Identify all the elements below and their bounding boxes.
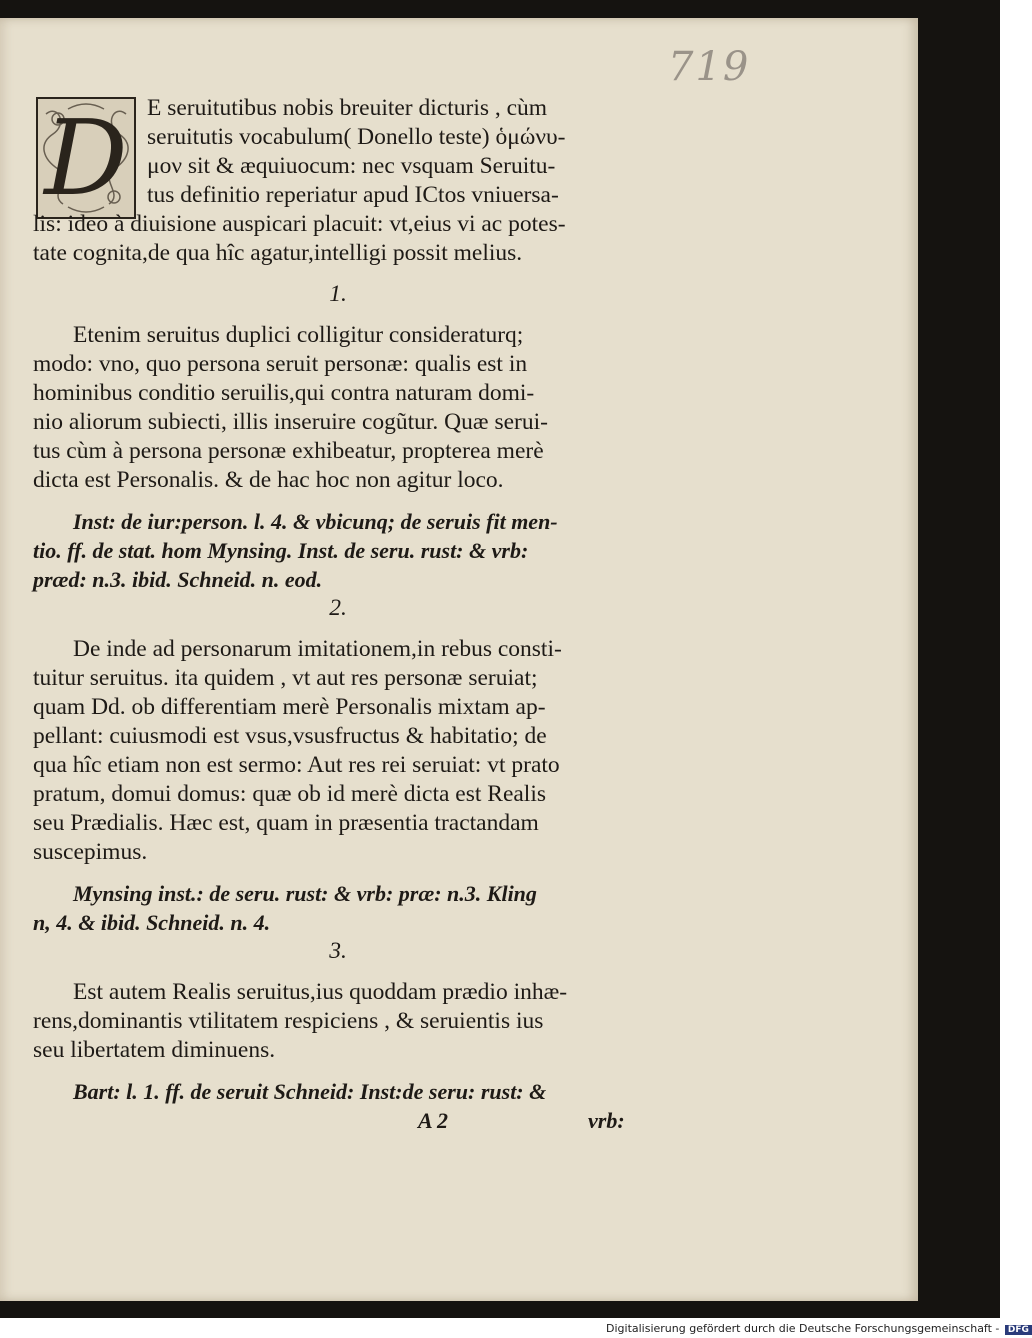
text-line: hominibus conditio seruilis,qui contra naturam domi- bbox=[33, 380, 535, 406]
text-line: seu Prædialis. Hæc est, quam in præsentia tractandam bbox=[33, 810, 539, 836]
section-number: 2. bbox=[329, 595, 347, 621]
citation-line: Mynsing inst.: de seru. rust: & vrb: præ: n.3. Kling bbox=[73, 881, 537, 906]
section-number: 1. bbox=[329, 281, 347, 307]
text-line: E seruitutibus nobis breuiter dicturis , cùm bbox=[147, 95, 548, 121]
text-line: pratum, domui domus: quæ ob id merè dicta est Realis bbox=[33, 781, 547, 807]
signature-mark: A 2 bbox=[418, 1108, 448, 1133]
text-line: tus cùm à persona personæ exhibeatur, propterea merè bbox=[33, 438, 544, 464]
digitization-footer bbox=[606, 1322, 1032, 1335]
text-line: seruitutis vocabulum( Donello teste) ὁμώνυ- bbox=[147, 124, 566, 150]
text-line: qua hîc etiam non est sermo: Aut res rei seruiat: vt prato bbox=[33, 752, 560, 778]
section-number: 3. bbox=[329, 938, 347, 964]
citation-line: Inst: de iur:person. l. 4. & vbicunq; de seruis fit men- bbox=[73, 509, 558, 534]
text-line: rens,dominantis vtilitatem respiciens , & seruientis ius bbox=[33, 1008, 544, 1034]
citation-line: tio. ff. de stat. hom Mynsing. Inst. de seru. rust: & vrb: bbox=[33, 538, 529, 563]
signature-row bbox=[33, 1106, 643, 1135]
page-number: 719 bbox=[668, 44, 751, 90]
text-line: lis: ideo à diuisione auspicari placuit: vt,eius vi ac potes- bbox=[33, 211, 566, 237]
text-line: tus definitio reperiatur apud ICtos vniuersa- bbox=[147, 182, 559, 208]
text-line: nio aliorum subiecti, illis inseruire cogũtur. Quæ serui- bbox=[33, 409, 548, 435]
dfg-badge: DFG bbox=[1005, 1325, 1032, 1335]
main-text bbox=[33, 94, 643, 1135]
text-line: Etenim seruitus duplici colligitur consideraturq; bbox=[73, 322, 524, 348]
text-line: suscepimus. bbox=[33, 839, 148, 865]
catchword: vrb: bbox=[588, 1108, 625, 1133]
citation-line: præd: n.3. ibid. Schneid. n. eod. bbox=[33, 567, 323, 592]
citation-line: n, 4. & ibid. Schneid. n. 4. bbox=[33, 910, 271, 935]
text-line: Est autem Realis seruitus,ius quoddam prædio inhæ- bbox=[73, 979, 568, 1005]
text-line: dicta est Personalis. & de hac hoc non agitur loco. bbox=[33, 467, 504, 493]
drop-cap-letter: D bbox=[44, 97, 128, 219]
citation-line: Bart: l. 1. ff. de seruit Schneid: Inst:de seru: rust: & bbox=[73, 1079, 547, 1104]
text-line: quam Dd. ob differentiam merè Personalis mixtam ap- bbox=[33, 694, 546, 720]
text-line: seu libertatem diminuens. bbox=[33, 1037, 276, 1063]
text-line: tate cognita,de qua hîc agatur,intelligi possit melius. bbox=[33, 240, 523, 266]
text-line: pellant: cuiusmodi est vsus,vsusfructus & habitatio; de bbox=[33, 723, 547, 749]
footer-text: Digitalisierung gefördert durch die Deutsche Forschungsgemeinschaft - bbox=[606, 1322, 1000, 1335]
text-line: tuitur seruitus. ita quidem , vt aut res personæ seruiat; bbox=[33, 665, 538, 691]
text-line: De inde ad personarum imitationem,in rebus consti- bbox=[73, 636, 562, 662]
text-line: modo: vno, quo persona seruit personæ: qualis est in bbox=[33, 351, 528, 377]
text-line: μον sit & æquiuocum: nec vsquam Seruitu- bbox=[147, 153, 556, 179]
